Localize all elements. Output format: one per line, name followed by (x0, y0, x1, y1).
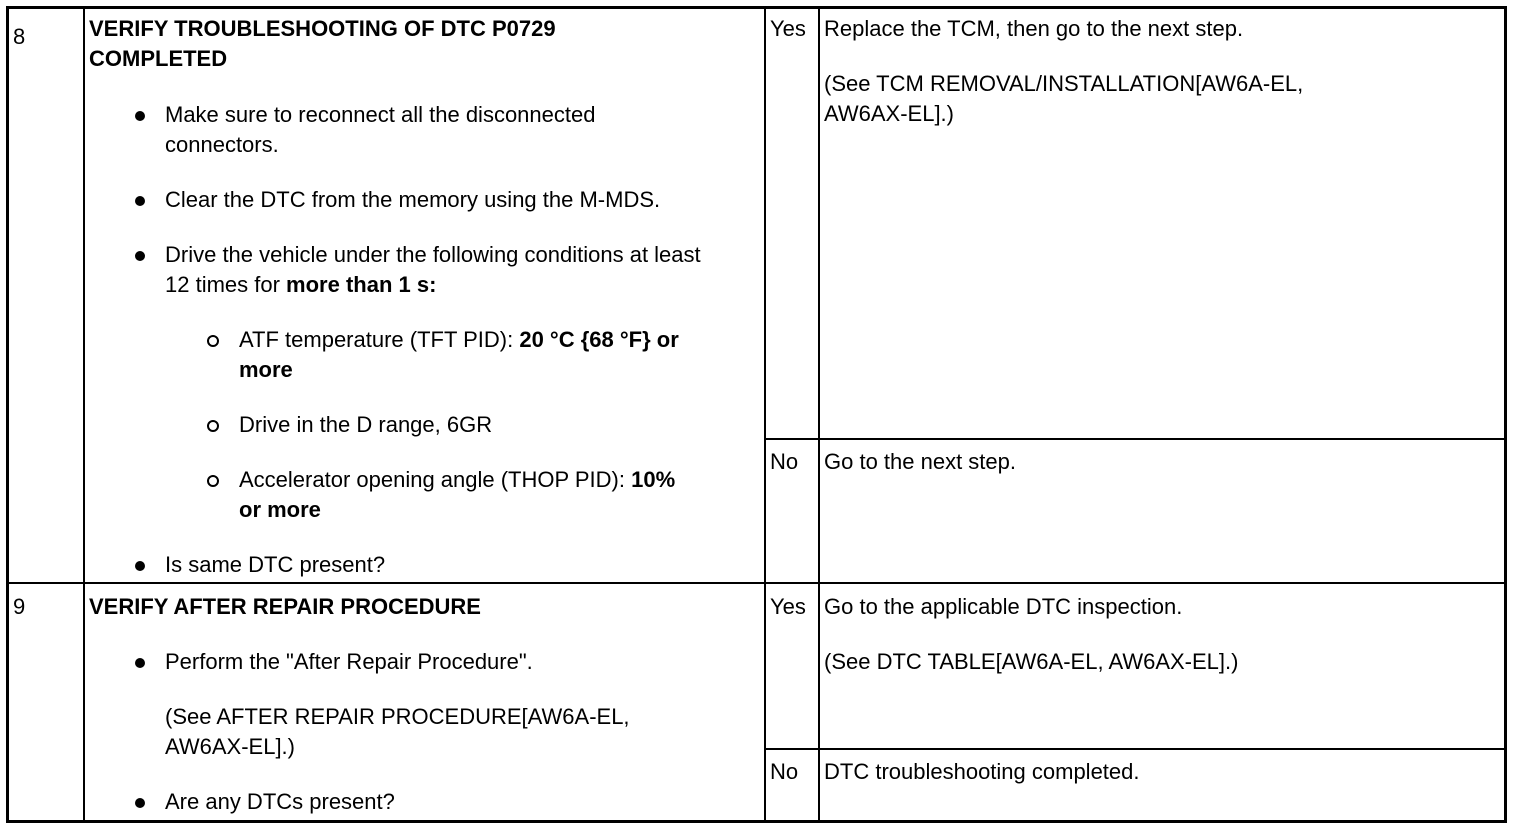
step-8-bullet-question: Is same DTC present? (89, 550, 729, 580)
step-8-no-label: No (770, 449, 799, 474)
step-8-condition-accelerator (89, 465, 699, 525)
condition-atf-text: ATF temperature (TFT PID): (239, 327, 520, 352)
step-8-title-line1: VERIFY TROUBLESHOOTING OF DTC P0729 (89, 16, 556, 41)
col-divider-inspection (764, 9, 766, 820)
step-8-bullet-drive (89, 240, 725, 300)
row-divider-step9-yes-no (764, 748, 1504, 750)
step-9-title: VERIFY AFTER REPAIR PROCEDURE (89, 594, 481, 619)
step-8-yes-reference: (See TCM REMOVAL/INSTALLATION[AW6A-EL, AW6AX-EL].) (824, 71, 1304, 126)
step-9-bullet-question: Are any DTCs present? (89, 787, 729, 817)
col-divider-step (83, 9, 85, 820)
step-8-drive-duration: more than 1 s: (286, 272, 437, 297)
step-9-yes-reference: (See DTC TABLE[AW6A-EL, AW6AX-EL].) (824, 649, 1239, 674)
step-8-bullet-clear-dtc: Clear the DTC from the memory using the M-MDS. (89, 185, 729, 215)
step-9-yes-action: Go to the applicable DTC inspection. (824, 594, 1183, 619)
step-8-no-action: Go to the next step. (824, 449, 1017, 474)
step-8-condition-d-range: Drive in the D range, 6GR (89, 410, 729, 440)
condition-atf-value: 20 °C {68 °F} or more (239, 327, 679, 382)
step-8-title (89, 14, 729, 74)
step-9-bullet-after-repair: Perform the "After Repair Procedure". (89, 647, 729, 677)
row-divider-step8-yes-no (764, 438, 1504, 440)
condition-throttle-text: Accelerator opening angle (THOP PID): (239, 467, 632, 492)
step-9-no-label: No (770, 759, 799, 784)
step-9-after-repair-reference: (See AFTER REPAIR PROCEDURE[AW6A-EL, AW6AX-EL].) (165, 704, 630, 759)
step-8-yes-label: Yes (770, 16, 806, 41)
diagnostic-table (6, 6, 1507, 823)
step-8-title-line2: COMPLETED (89, 46, 228, 71)
step-8-yes-action: Replace the TCM, then go to the next step. (824, 16, 1244, 41)
step-9-no-action: DTC troubleshooting completed. (824, 759, 1140, 784)
step-8-procedure-list (89, 100, 729, 580)
step-9-yes-label: Yes (770, 594, 806, 619)
condition-throttle-value: 10% or more (239, 467, 676, 522)
step-9-procedure-list (89, 647, 729, 817)
row-divider-step8-step9 (9, 582, 1504, 584)
step-8-condition-atf-temp (89, 325, 679, 385)
step-number-8: 8 (13, 24, 26, 49)
step-8-drive-text: Drive the vehicle under the following conditions at least 12 times for (165, 242, 701, 297)
step-number-9: 9 (13, 594, 26, 619)
col-divider-yesno (818, 9, 820, 820)
step-8-bullet-reconnect: Make sure to reconnect all the disconnected connectors. (89, 100, 645, 160)
